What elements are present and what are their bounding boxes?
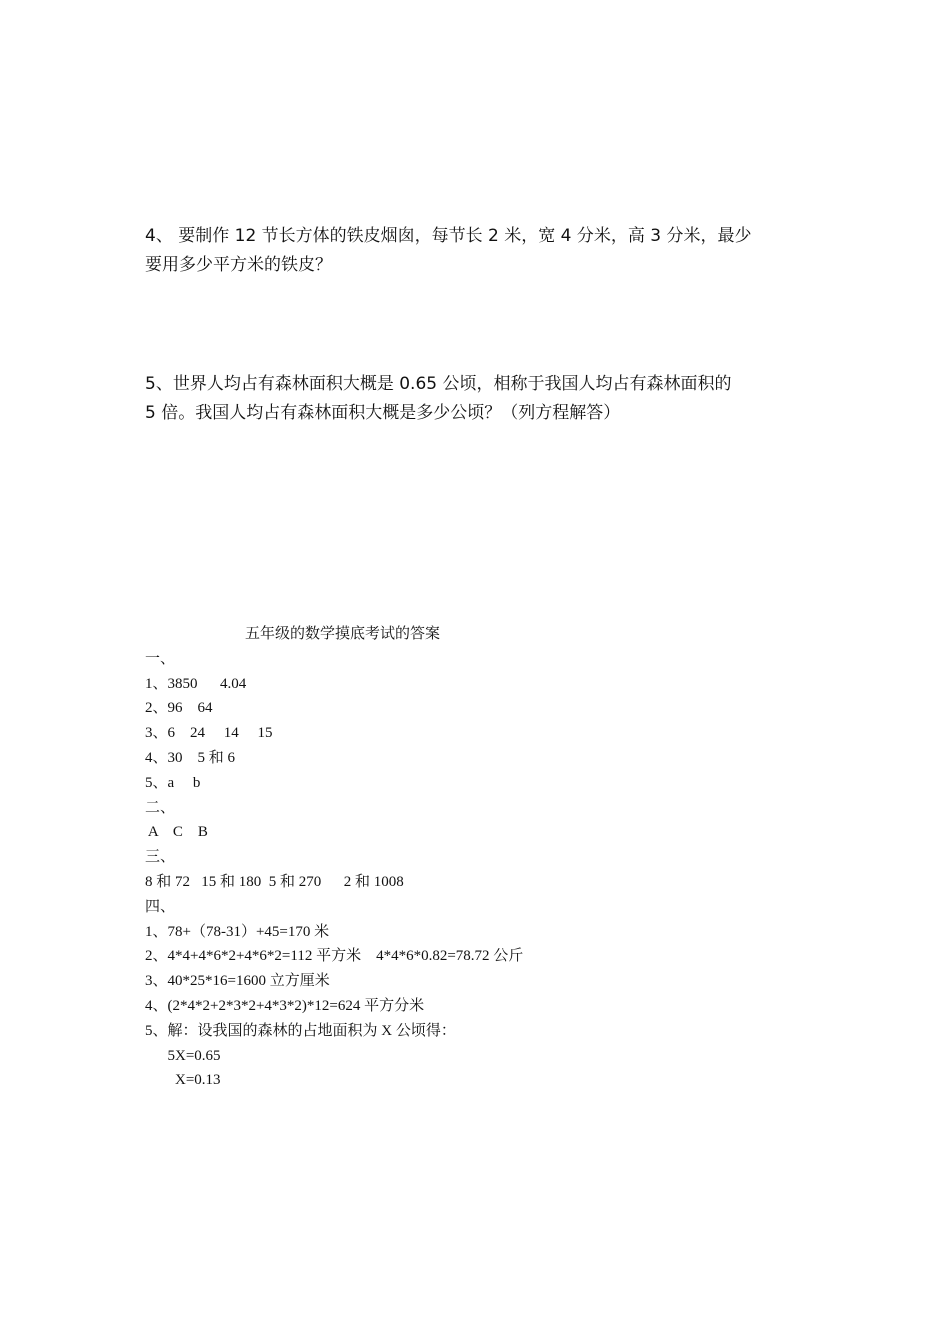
answer-line: 三、 bbox=[145, 849, 176, 866]
answer-key-title: 五年级的数学摸底考试的答案 bbox=[245, 626, 441, 642]
answer-line: 5、解：设我国的森林的占地面积为 X 公顷得： bbox=[145, 1022, 456, 1039]
question-5-line-1: 5、世界人均占有森林面积大概是 0.65 公顷，相称于我国人均占有森林面积的 bbox=[145, 374, 732, 394]
answer-line: 1、78+（78-31）+45=170 米 bbox=[145, 923, 330, 940]
question-5-line-2: 5 倍。我国人均占有森林面积大概是多少公顷？（列方程解答） bbox=[145, 403, 621, 423]
answer-line: 4、(2*4*2+2*3*2+4*3*2)*12=624 平方分米 bbox=[145, 997, 425, 1014]
answer-line: A C B bbox=[145, 824, 208, 841]
answer-line: 5X=0.65 bbox=[145, 1047, 221, 1064]
answer-line: 2、4*4+4*6*2+4*6*2=112 平方米 4*4*6*0.82=78.72 公斤 bbox=[145, 948, 524, 965]
answer-line: 1、3850 4.04 bbox=[145, 675, 247, 692]
answer-line: 3、6 24 14 15 bbox=[145, 725, 273, 742]
answer-line: 5、a b bbox=[145, 774, 201, 791]
answer-line: 四、 bbox=[145, 898, 176, 915]
question-5 bbox=[145, 370, 825, 428]
answer-key bbox=[145, 622, 845, 1093]
question-4 bbox=[145, 222, 825, 280]
answer-line: 2、96 64 bbox=[145, 700, 213, 717]
answer-line: 4、30 5 和 6 bbox=[145, 749, 236, 766]
answer-line: X=0.13 bbox=[145, 1072, 221, 1089]
question-4-line-2: 要用多少平方米的铁皮？ bbox=[145, 255, 332, 275]
answer-line: 二、 bbox=[145, 799, 176, 816]
question-4-line-1: 4、 要制作 12 节长方体的铁皮烟囱，每节长 2 米，宽 4 分米，高 3 分米，最少 bbox=[145, 226, 752, 246]
answer-line: 8 和 72 15 和 180 5 和 270 2 和 1008 bbox=[145, 873, 404, 890]
answer-line: 一、 bbox=[145, 650, 176, 667]
answer-line: 3、40*25*16=1600 立方厘米 bbox=[145, 973, 330, 990]
